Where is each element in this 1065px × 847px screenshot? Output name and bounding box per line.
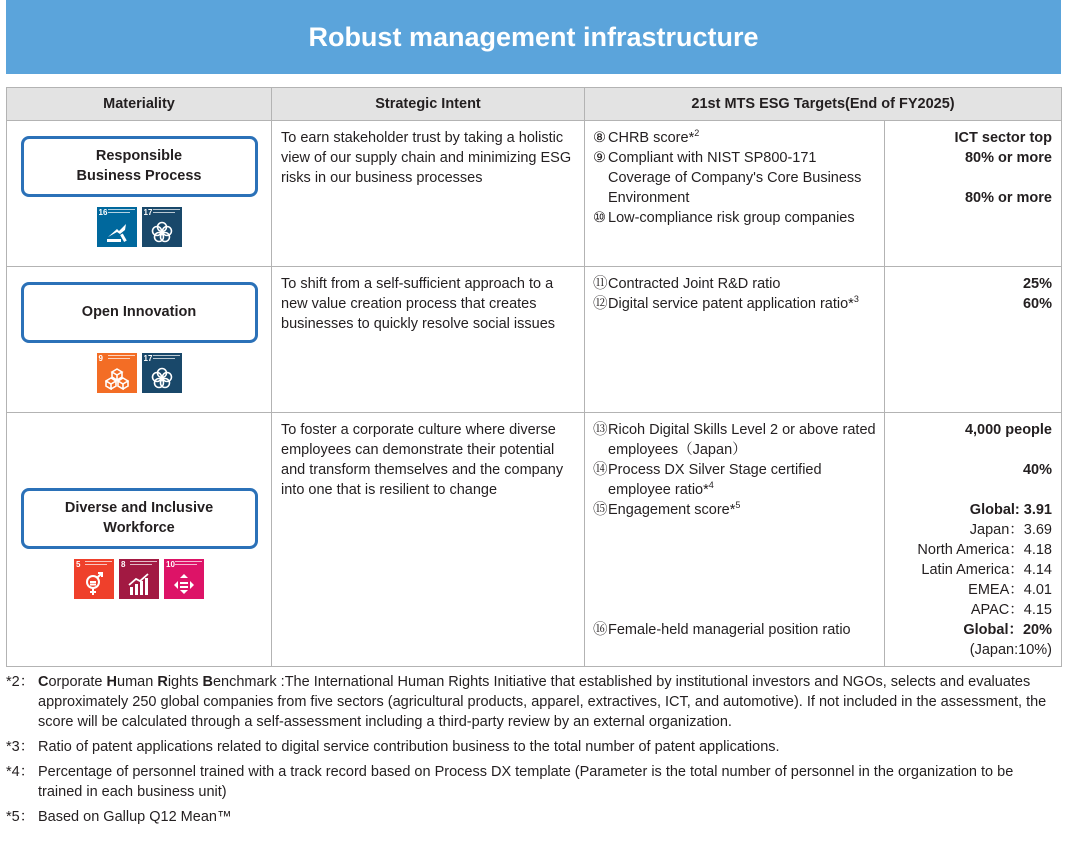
target-item [593, 500, 880, 520]
footnote-initial: R [157, 674, 168, 690]
footnote-key: *3： [6, 739, 35, 755]
target-value: Global：20% [963, 622, 1052, 638]
table-row [7, 121, 1062, 267]
header-strategic-intent: Strategic Intent [272, 88, 585, 121]
footnote [6, 807, 1061, 827]
materiality-cell [7, 413, 272, 667]
footnote-fragment: orporate [48, 674, 107, 690]
footnote-initial: C [38, 674, 49, 690]
target-number: ⑬ [593, 422, 608, 438]
sdg-17-icon [142, 353, 182, 393]
footnote-text: Based on Gallup Q12 Mean™ [38, 809, 232, 825]
footnote-key: *4： [6, 764, 35, 780]
target-value: 4,000 people [964, 422, 1052, 438]
header-targets: 21st MTS ESG Targets(End of FY2025) [585, 88, 1062, 121]
page-banner [6, 0, 1061, 74]
sdg-number: 10 [166, 559, 175, 569]
sdg-8-icon [119, 559, 159, 599]
target-text: Contracted Joint R&D ratio [608, 276, 781, 292]
target-item [593, 460, 880, 500]
sdg-icons [97, 353, 182, 393]
footnote-fragment: enchmark :The International Human Rights Initiative that established by institutional investors and NGOs, selects and evaluates approximately 250 global companies from five sectors (agricultural products, apparel, extractives, ICT, and automotive). If not included in the assessment, the score will be calculated through a self-assessment including a third-party review by an external organization. [38, 674, 1047, 730]
target-text: Digital service patent application ratio* [608, 296, 854, 312]
sdg-9-icon [97, 353, 137, 393]
target-item [593, 294, 880, 314]
target-number: ⑭ [593, 462, 608, 478]
engagement-value: EMEA：4.01 [968, 582, 1052, 598]
target-item [593, 208, 880, 228]
materiality-cell [7, 121, 272, 267]
values-cell [885, 267, 1062, 413]
materiality-line: Business Process [76, 168, 202, 184]
values-cell [885, 121, 1062, 267]
footnote-ref: 5 [735, 500, 741, 510]
targets-cell [585, 413, 885, 667]
footnote-initial: B [202, 674, 213, 690]
footnotes [6, 672, 1061, 832]
footnote-key: *5： [6, 809, 35, 825]
engagement-value: North America：4.18 [917, 542, 1052, 558]
sdg-10-icon [164, 559, 204, 599]
target-number: ⑪ [593, 276, 608, 292]
target-item [593, 128, 880, 148]
target-value: ICT sector top [954, 130, 1052, 146]
target-text: Process DX Silver Stage certified employee ratio* [608, 462, 822, 498]
footnote-initial: H [106, 674, 118, 690]
target-value: 60% [1022, 296, 1052, 312]
target-value: 40% [1022, 462, 1052, 478]
footnote-key: *2： [6, 674, 35, 690]
sdg-number: 8 [121, 559, 126, 569]
target-number: ⑯ [593, 622, 608, 638]
target-value: 80% or more [964, 190, 1052, 206]
footnote-fragment: ights [167, 674, 203, 690]
target-number: ⑫ [593, 296, 608, 312]
footnote-text [38, 672, 1061, 732]
target-number: ⑨ [593, 150, 606, 166]
materiality-cell [7, 267, 272, 413]
materiality-label [21, 282, 258, 343]
sdg-number: 17 [143, 353, 153, 363]
target-value: 25% [1022, 276, 1052, 292]
target-number: ⑮ [593, 502, 608, 518]
target-item [593, 274, 880, 294]
target-text: CHRB score* [608, 130, 695, 146]
target-item [593, 148, 880, 208]
engagement-value: Japan：3.69 [969, 522, 1052, 538]
targets-cell [585, 267, 885, 413]
footnote-ref: 4 [708, 480, 714, 490]
footnote-text: Ratio of patent applications related to digital service contribution business to the total number of patent applications. [38, 739, 780, 755]
target-item [593, 420, 880, 460]
sdg-number: 5 [76, 559, 81, 569]
sdg-icons [74, 559, 204, 599]
target-number: ⑧ [593, 130, 606, 146]
values-cell [885, 413, 1062, 667]
materiality-line: Open Innovation [81, 304, 197, 320]
footnote-text: Percentage of personnel trained with a track record based on Process DX template (Parameter is the total number of personnel in the organization to be trained in each business unit) [38, 764, 1014, 800]
strategic-intent-cell: To earn stakeholder trust by taking a holistic view of our supply chain and minimizing ESG risks in our business processes [272, 121, 585, 267]
footnote-fragment: uman [117, 674, 158, 690]
targets-cell [585, 121, 885, 267]
footnote [6, 672, 1061, 732]
target-text: Low-compliance risk group companies [608, 210, 855, 226]
engagement-value: Global: 3.91 [969, 502, 1052, 518]
strategic-intent-cell: To shift from a self-sufficient approach to a new value creation process that creates businesses to quickly resolve social issues [272, 267, 585, 413]
footnote [6, 762, 1061, 802]
footnote-ref: 3 [853, 294, 859, 304]
engagement-value: APAC：4.15 [970, 602, 1052, 618]
materiality-line: Diverse and Inclusive [64, 500, 214, 516]
target-text: Engagement score* [608, 502, 736, 518]
target-text: Compliant with NIST SP800-171 Coverage of Company's Core Business Environment [608, 150, 862, 206]
table-row [7, 267, 1062, 413]
sdg-number: 9 [98, 353, 103, 363]
materiality-label [21, 136, 258, 197]
materiality-line: Responsible [95, 148, 183, 164]
target-text: Female-held managerial position ratio [608, 622, 851, 638]
target-item [593, 620, 880, 640]
sdg-icons [97, 207, 182, 247]
target-text: Ricoh Digital Skills Level 2 or above rated employees（Japan） [608, 422, 876, 458]
esg-table [6, 87, 1062, 667]
sdg-17-icon [142, 207, 182, 247]
target-number: ⑩ [593, 210, 606, 226]
table-header-row [7, 88, 1062, 121]
strategic-intent-cell: To foster a corporate culture where diverse employees can demonstrate their potential and transform themselves and the company into one that is resilient to change [272, 413, 585, 667]
sdg-number: 16 [98, 207, 108, 217]
target-value: 80% or more [964, 150, 1052, 166]
footnote-ref: 2 [694, 128, 700, 138]
table-row [7, 413, 1062, 667]
materiality-line: Workforce [103, 520, 175, 536]
sdg-16-icon [97, 207, 137, 247]
header-materiality: Materiality [7, 88, 272, 121]
engagement-value: Latin America：4.14 [921, 562, 1052, 578]
target-value: (Japan:10%) [969, 642, 1052, 658]
page-title: Robust management infrastructure [308, 21, 759, 52]
footnote [6, 737, 1061, 757]
sdg-5-icon [74, 559, 114, 599]
materiality-label [21, 488, 258, 549]
sdg-number: 17 [143, 207, 153, 217]
